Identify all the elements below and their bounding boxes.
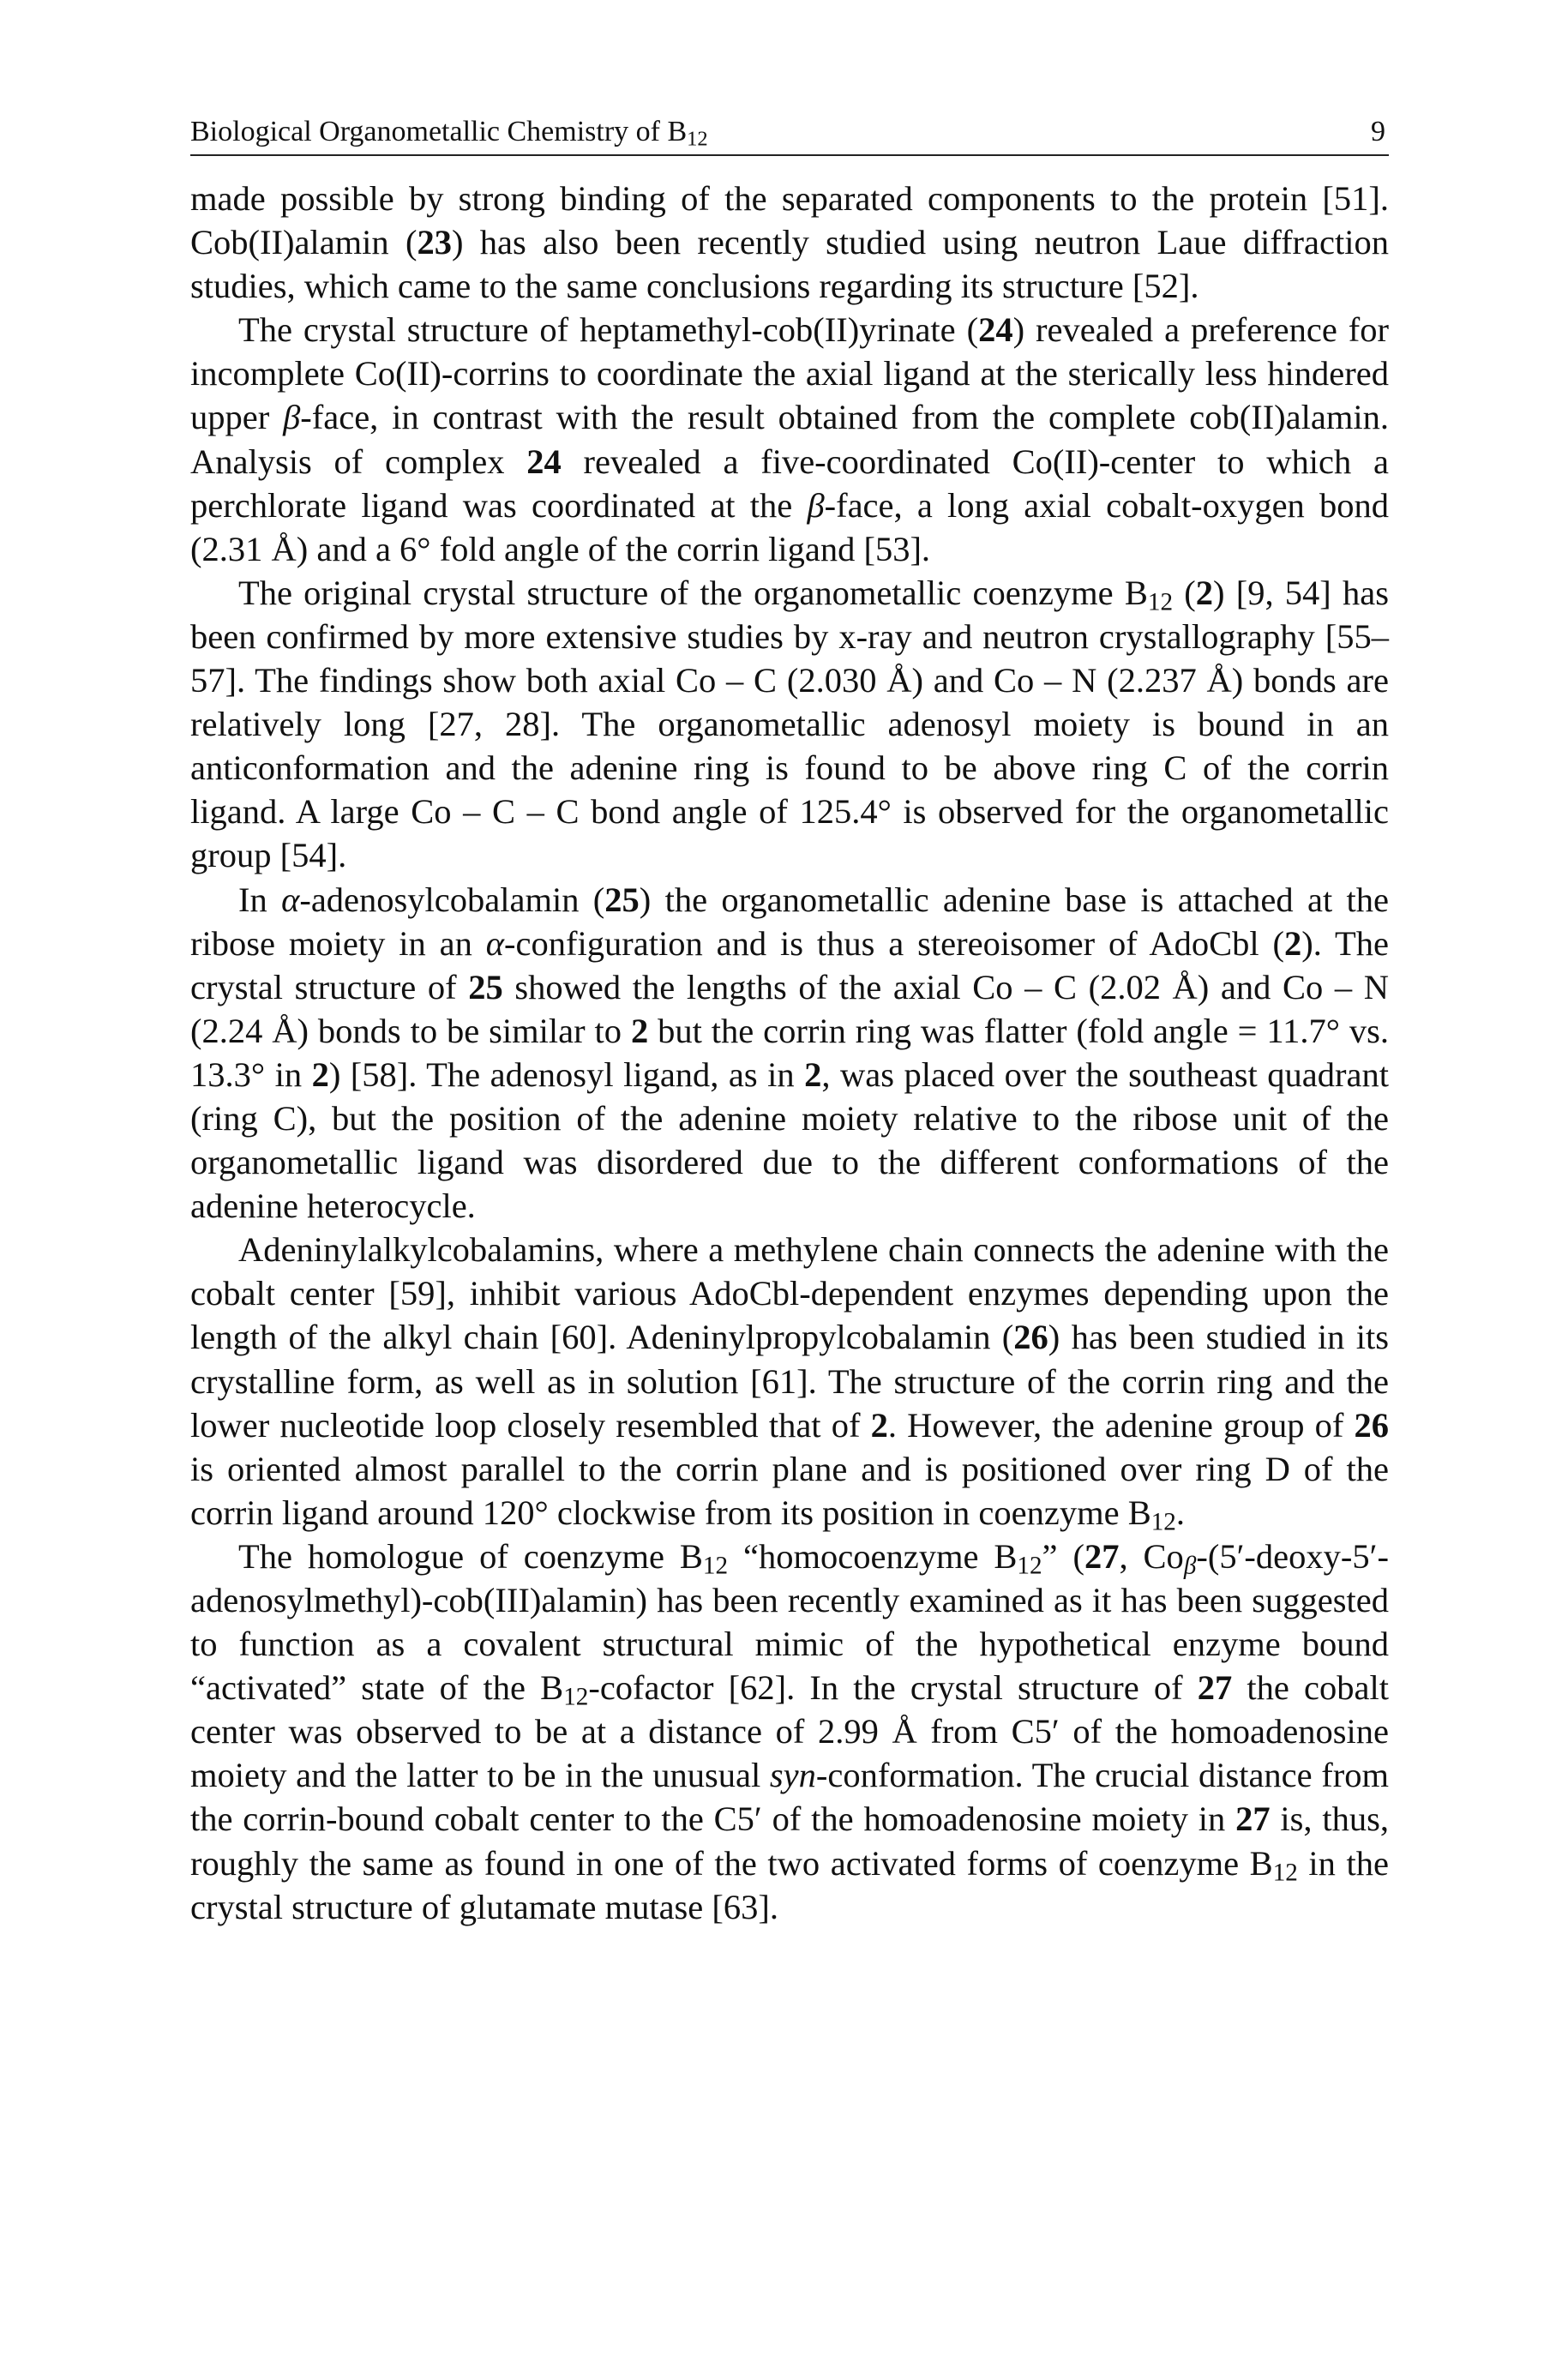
- compound-number: 2: [1284, 923, 1302, 963]
- text-run: .: [1175, 1493, 1185, 1532]
- running-title-text: Biological Organometallic Chemistry of B: [190, 116, 688, 147]
- text-run: -face, in contrast with the result obtained from the complete cob(II)alamin. Analysis of complex: [190, 398, 1389, 481]
- text-run: -cofactor [62]. In the crystal structure of: [588, 1668, 1198, 1708]
- text-run: in the crystal structure of glutamate mutase [63].: [190, 1843, 1390, 1926]
- text-run: ) revealed a preference for incomplete Co(II)-corrins to coordinate the axial ligand at the sterically less hindered upper: [190, 310, 1390, 437]
- text-run: -conformation. The crucial distance from the corrin-bound cobalt center to the C5′ of the homoadenosine moiety in: [190, 1756, 1389, 1839]
- running-title-subscript: 12: [687, 127, 708, 151]
- compound-number: 24: [526, 442, 562, 481]
- text-run: , Co: [1119, 1536, 1184, 1576]
- compound-number: 2: [311, 1054, 329, 1094]
- greek-symbol: α: [485, 923, 505, 963]
- page-number: 9: [1371, 116, 1385, 147]
- text-run: The homologue of coenzyme B: [238, 1536, 703, 1576]
- paragraph-5: [190, 1228, 1389, 1535]
- compound-number: 26: [1013, 1318, 1048, 1357]
- text-run: made possible by strong binding of the separated components to the protein [51]. Cob(II)alamin (: [190, 179, 1389, 262]
- running-head: [190, 110, 1389, 156]
- text-run: ) the organometallic adenine base is attached at the ribose moiety in an: [190, 880, 1389, 963]
- compound-number: 26: [1354, 1405, 1389, 1445]
- text-run: -face, a long axial cobalt-oxygen bond (2.31 Å) and a 6° fold angle of the corrin ligand [53].: [190, 485, 1389, 568]
- subscript: 12: [1017, 1552, 1042, 1580]
- text-run: ). The crystal structure of: [190, 923, 1389, 1006]
- compound-number: 27: [1235, 1799, 1271, 1839]
- subscript: 12: [702, 1552, 729, 1580]
- text-run: -configuration and is thus a stereoisomer of AdoCbl (: [504, 923, 1284, 963]
- compound-number: 2: [630, 1011, 649, 1050]
- paragraph-1: [190, 177, 1389, 308]
- text-run: . However, the adenine group of: [887, 1405, 1355, 1445]
- subscript: 12: [563, 1683, 589, 1711]
- compound-number: 2: [870, 1405, 888, 1445]
- compound-number: 2: [804, 1054, 822, 1094]
- text-run: The crystal structure of heptamethyl-cob(II)yrinate (: [238, 310, 979, 350]
- compound-number: 23: [417, 223, 452, 262]
- text-run: showed the lengths of the axial Co – C (2.02 Å) and Co – N (2.24 Å) bonds to be similar to: [190, 967, 1390, 1050]
- subscript: 12: [1150, 1508, 1176, 1536]
- compound-number: 27: [1084, 1536, 1120, 1576]
- italic-term: syn: [769, 1756, 816, 1795]
- text-run: -(5′-deoxy-5′-adenosylmethyl)-cob(III)alamin) has been recently examined as it has been suggested to function as a covalent structural mimic of the hypothetical enzyme bound “activated” state of the B: [190, 1536, 1389, 1708]
- text-run: is, thus, roughly the same as found in one of the two activated forms of coenzyme B: [190, 1799, 1389, 1883]
- text-run: , was placed over the southeast quadrant (ring C), but the position of the adenine moiety relative to the ribose unit of the organometallic ligand was disordered due to the different conformations of the adenine heterocycle.: [190, 1054, 1389, 1226]
- greek-symbol: α: [281, 880, 300, 919]
- text-run: In: [238, 880, 282, 919]
- text-run: Adeninylalkylcobalamins, where a methylene chain connects the adenine with the cobalt center [59], inhibit various AdoCbl-dependent enzymes depending upon the length of the alkyl chain [60]. Adeninylpropylcobalamin (: [190, 1230, 1389, 1357]
- paragraph-3: [190, 571, 1389, 878]
- text-run: -adenosylcobalamin (: [299, 880, 605, 919]
- greek-subscript: β: [1183, 1552, 1197, 1580]
- text-run: ) has been studied in its crystalline form, as well as in solution [61]. The structure of the corrin ring and the lower nucleotide loop closely resembled that of: [190, 1318, 1389, 1445]
- text-run: ) [9, 54] has been confirmed by more extensive studies by x-ray and neutron crystallography [55–57]. The findings show both axial Co – C (2.030 Å) and Co – N (2.237 Å) bonds are relatively long [27, 28]. The organometallic adenosyl moiety is bound in an anticonformation and the adenine ring is found to be above ring C of the corrin ligand. A large Co – C – C bond angle of 125.4° is observed for the organometallic group [54].: [190, 573, 1389, 875]
- body-text: [190, 177, 1389, 1929]
- text-run: ) has also been recently studied using neutron Laue diffraction studies, which came to the same conclusions regarding its structure [52].: [190, 223, 1390, 306]
- paragraph-2: [190, 308, 1389, 571]
- compound-number: 24: [978, 310, 1013, 350]
- text-run: revealed a five-coordinated Co(II)-center to which a perchlorate ligand was coordinated at the: [190, 442, 1389, 525]
- text-run: ) [58]. The adenosyl ligand, as in: [328, 1054, 805, 1094]
- paragraph-4: [190, 878, 1389, 1229]
- text-run: the cobalt center was observed to be at a distance of 2.99 Å from C5′ of the homoadenosine moiety and the latter to be in the unusual: [190, 1668, 1390, 1795]
- paragraph-6: [190, 1535, 1389, 1929]
- running-title: [190, 110, 708, 154]
- compound-number: 27: [1197, 1668, 1233, 1708]
- text-run: (: [1173, 573, 1196, 612]
- text-run: but the corrin ring was flatter (fold angle = 11.7° vs. 13.3° in: [190, 1011, 1389, 1094]
- subscript: 12: [1272, 1858, 1298, 1886]
- text-run: “homocoenzyme B: [728, 1536, 1018, 1576]
- text-run: ” (: [1042, 1536, 1084, 1576]
- greek-symbol: β: [283, 398, 301, 437]
- subscript: 12: [1147, 588, 1174, 616]
- text-run: The original crystal structure of the organometallic coenzyme B: [238, 573, 1148, 612]
- compound-number: 25: [468, 967, 503, 1006]
- compound-number: 25: [604, 880, 640, 919]
- greek-symbol: β: [807, 485, 825, 525]
- text-run: is oriented almost parallel to the corrin plane and is positioned over ring D of the corrin ligand around 120° clockwise from its position in coenzyme B: [190, 1449, 1389, 1532]
- compound-number: 2: [1195, 573, 1214, 612]
